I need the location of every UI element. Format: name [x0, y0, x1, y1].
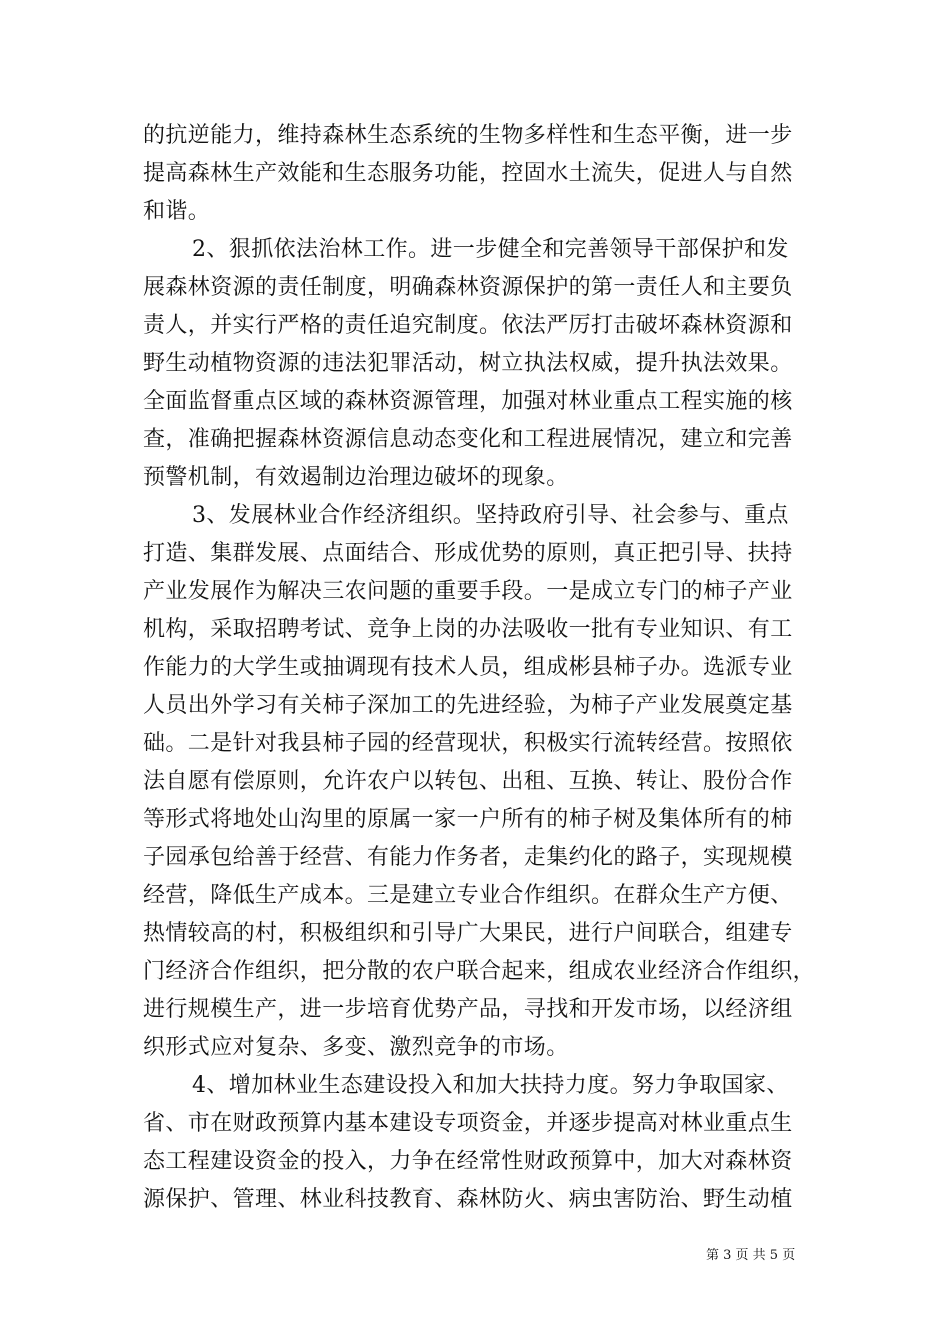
text-line: 展森林资源的责任制度，明确森林资源保护的第一责任人和主要负 — [143, 275, 793, 300]
paragraph-start-line: 3、发展林业合作经济组织。坚持政府引导、社会参与、重点 — [192, 503, 789, 528]
page-number-footer: 第 3 页 共 5 页 — [706, 1248, 796, 1263]
text-line: 等形式将地处山沟里的原属一家一户所有的柿子树及集体所有的柿 — [143, 807, 793, 832]
text-line: 全面监督重点区域的森林资源管理，加强对林业重点工程实施的核 — [143, 389, 793, 414]
text-line: 源保护、管理、林业科技教育、森林防火、病虫害防治、野生动植 — [143, 1187, 793, 1212]
text-line: 础。二是针对我县柿子园的经营现状，积极实行流转经营。按照依 — [143, 731, 793, 756]
text-line: 省、市在财政预算内基本建设专项资金，并逐步提高对林业重点生 — [143, 1111, 793, 1136]
text-line: 的抗逆能力，维持森林生态系统的生物多样性和生态平衡，进一步 — [143, 123, 793, 148]
text-line: 机构，采取招聘考试、竞争上岗的办法吸收一批有专业知识、有工 — [143, 617, 793, 642]
text-line: 产业发展作为解决三农问题的重要手段。一是成立专门的柿子产业 — [143, 579, 793, 604]
paragraph-start-line: 4、增加林业生态建设投入和加大扶持力度。努力争取国家、 — [192, 1073, 789, 1098]
text-line: 子园承包给善于经营、有能力作务者，走集约化的路子，实现规模 — [143, 845, 793, 870]
text-line: 责人，并实行严格的责任追究制度。依法严厉打击破坏森林资源和 — [143, 313, 793, 338]
text-line: 进行规模生产，进一步培育优势产品，寻找和开发市场，以经济组 — [143, 997, 793, 1022]
text-line: 态工程建设资金的投入，力争在经常性财政预算中，加大对森林资 — [143, 1149, 793, 1174]
text-line: 作能力的大学生或抽调现有技术人员，组成彬县柿子办。选派专业 — [143, 655, 793, 680]
text-line: 门经济合作组织，把分散的农户联合起来，组成农业经济合作组织， — [143, 959, 816, 984]
text-line: 查，准确把握森林资源信息动态变化和工程进展情况，建立和完善 — [143, 427, 793, 452]
text-line: 预警机制，有效遏制边治理边破坏的现象。 — [143, 465, 569, 490]
text-line: 织形式应对复杂、多变、激烈竞争的市场。 — [143, 1035, 569, 1060]
text-line: 野生动植物资源的违法犯罪活动，树立执法权威，提升执法效果。 — [143, 351, 793, 376]
text-line: 法自愿有偿原则，允许农户以转包、出租、互换、转让、股份合作 — [143, 769, 793, 794]
text-line: 和谐。 — [143, 199, 211, 224]
text-line: 经营，降低生产成本。三是建立专业合作组织。在群众生产方便、 — [143, 883, 793, 908]
text-line: 热情较高的村，积极组织和引导广大果民，进行户间联合，组建专 — [143, 921, 793, 946]
paragraph-start-line: 2、狠抓依法治林工作。进一步健全和完善领导干部保护和发 — [192, 237, 789, 262]
text-line: 人员出外学习有关柿子深加工的先进经验，为柿子产业发展奠定基 — [143, 693, 793, 718]
text-line: 提高森林生产效能和生态服务功能，控固水土流失，促进人与自然 — [143, 161, 793, 186]
text-line: 打造、集群发展、点面结合、形成优势的原则，真正把引导、扶持 — [143, 541, 793, 566]
